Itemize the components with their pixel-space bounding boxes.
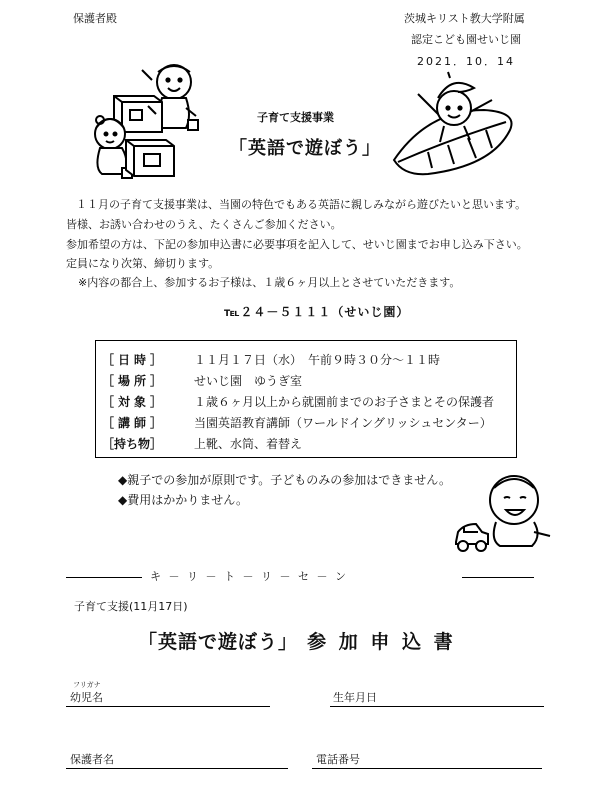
guardian-name-label: 保護者名	[70, 753, 114, 766]
event-subtitle: 子育て支援事業	[257, 111, 334, 124]
cut-line-label: キ － リ － ト － リ － セ － ン	[150, 570, 348, 583]
details-row-target	[96, 393, 516, 409]
details-label-datetime: ［日時］	[102, 353, 167, 367]
details-value-datetime: １１月１７日（水） 午前９時３０分～１１時	[194, 353, 441, 367]
details-label-place: ［場所］	[102, 374, 167, 388]
birthdate-label: 生年月日	[333, 691, 377, 704]
baby-with-toy-car-illustration	[450, 466, 560, 560]
phone-label: 電話番号	[316, 753, 360, 766]
organization-name: 茨城キリスト教大学附属	[404, 12, 525, 25]
event-title: 「英語で遊ぼう」	[229, 138, 381, 159]
school-name: 認定こども園せいじ園	[411, 33, 521, 46]
details-value-place: せいじ園 ゆうぎ室	[194, 374, 303, 388]
body-paragraph-5: ※内容の都合上、参加するお子様は、１歳６ヶ月以上とさせていただきます。	[78, 276, 461, 289]
birthdate-field[interactable]	[330, 706, 544, 707]
child-name-label: 幼児名	[70, 691, 103, 704]
details-row-belongings	[96, 435, 516, 451]
details-label-instructor: ［講師］	[102, 416, 167, 430]
form-title-event: 「英語で遊ぼう」	[138, 631, 299, 653]
form-subtitle: 子育て支援(11月17日)	[74, 600, 188, 613]
details-label-belongings: ［持ち物］	[102, 437, 163, 451]
cut-line-left	[66, 577, 142, 578]
phone-field[interactable]	[312, 768, 542, 769]
child-name-field[interactable]	[66, 706, 270, 707]
details-value-belongings: 上靴、水筒、着替え	[194, 437, 303, 451]
details-row-datetime	[96, 351, 516, 367]
details-value-instructor: 当園英語教育講師（ワールドイングリッシュセンター）	[194, 416, 492, 430]
children-playing-illustration	[86, 58, 214, 188]
body-paragraph-3: 参加希望の方は、下記の参加申込書に必要事項を記入して、せいじ園までお申し込み下さい。	[66, 238, 528, 251]
body-paragraph-1: １１月の子育て支援事業は、当園の特色でもある英語に親しみながら遊びたいと思います。	[76, 198, 527, 211]
details-label-target: ［対象］	[102, 395, 167, 409]
form-title	[138, 627, 456, 654]
body-paragraph-2: 皆様、お誘い合わせのうえ、たくさんご参加ください。	[66, 218, 342, 231]
details-row-place	[96, 372, 516, 388]
event-details-box	[95, 340, 517, 458]
furigana-label: フリガナ	[73, 681, 101, 689]
details-value-target: １歳６ヶ月以上から就園前までのお子さまとその保護者	[194, 395, 495, 409]
recipient-line: 保護者殿	[73, 12, 117, 25]
issue-date: 2021．10．14	[417, 55, 515, 68]
note-free-of-charge: ◆費用はかかりません。	[118, 493, 248, 507]
body-paragraph-4: 定員になり次第、締切ります。	[66, 257, 220, 270]
details-row-instructor	[96, 414, 516, 430]
guardian-name-field[interactable]	[66, 768, 288, 769]
child-on-leaf-illustration	[388, 70, 520, 188]
contact-phone: ℡２４－５１１１（せいじ園）	[224, 305, 410, 319]
note-parent-child: ◆親子での参加が原則です。子どものみの参加はできません。	[118, 473, 451, 487]
form-title-suffix: 参 加 申 込 書	[307, 631, 456, 653]
cut-line-right	[462, 577, 534, 578]
